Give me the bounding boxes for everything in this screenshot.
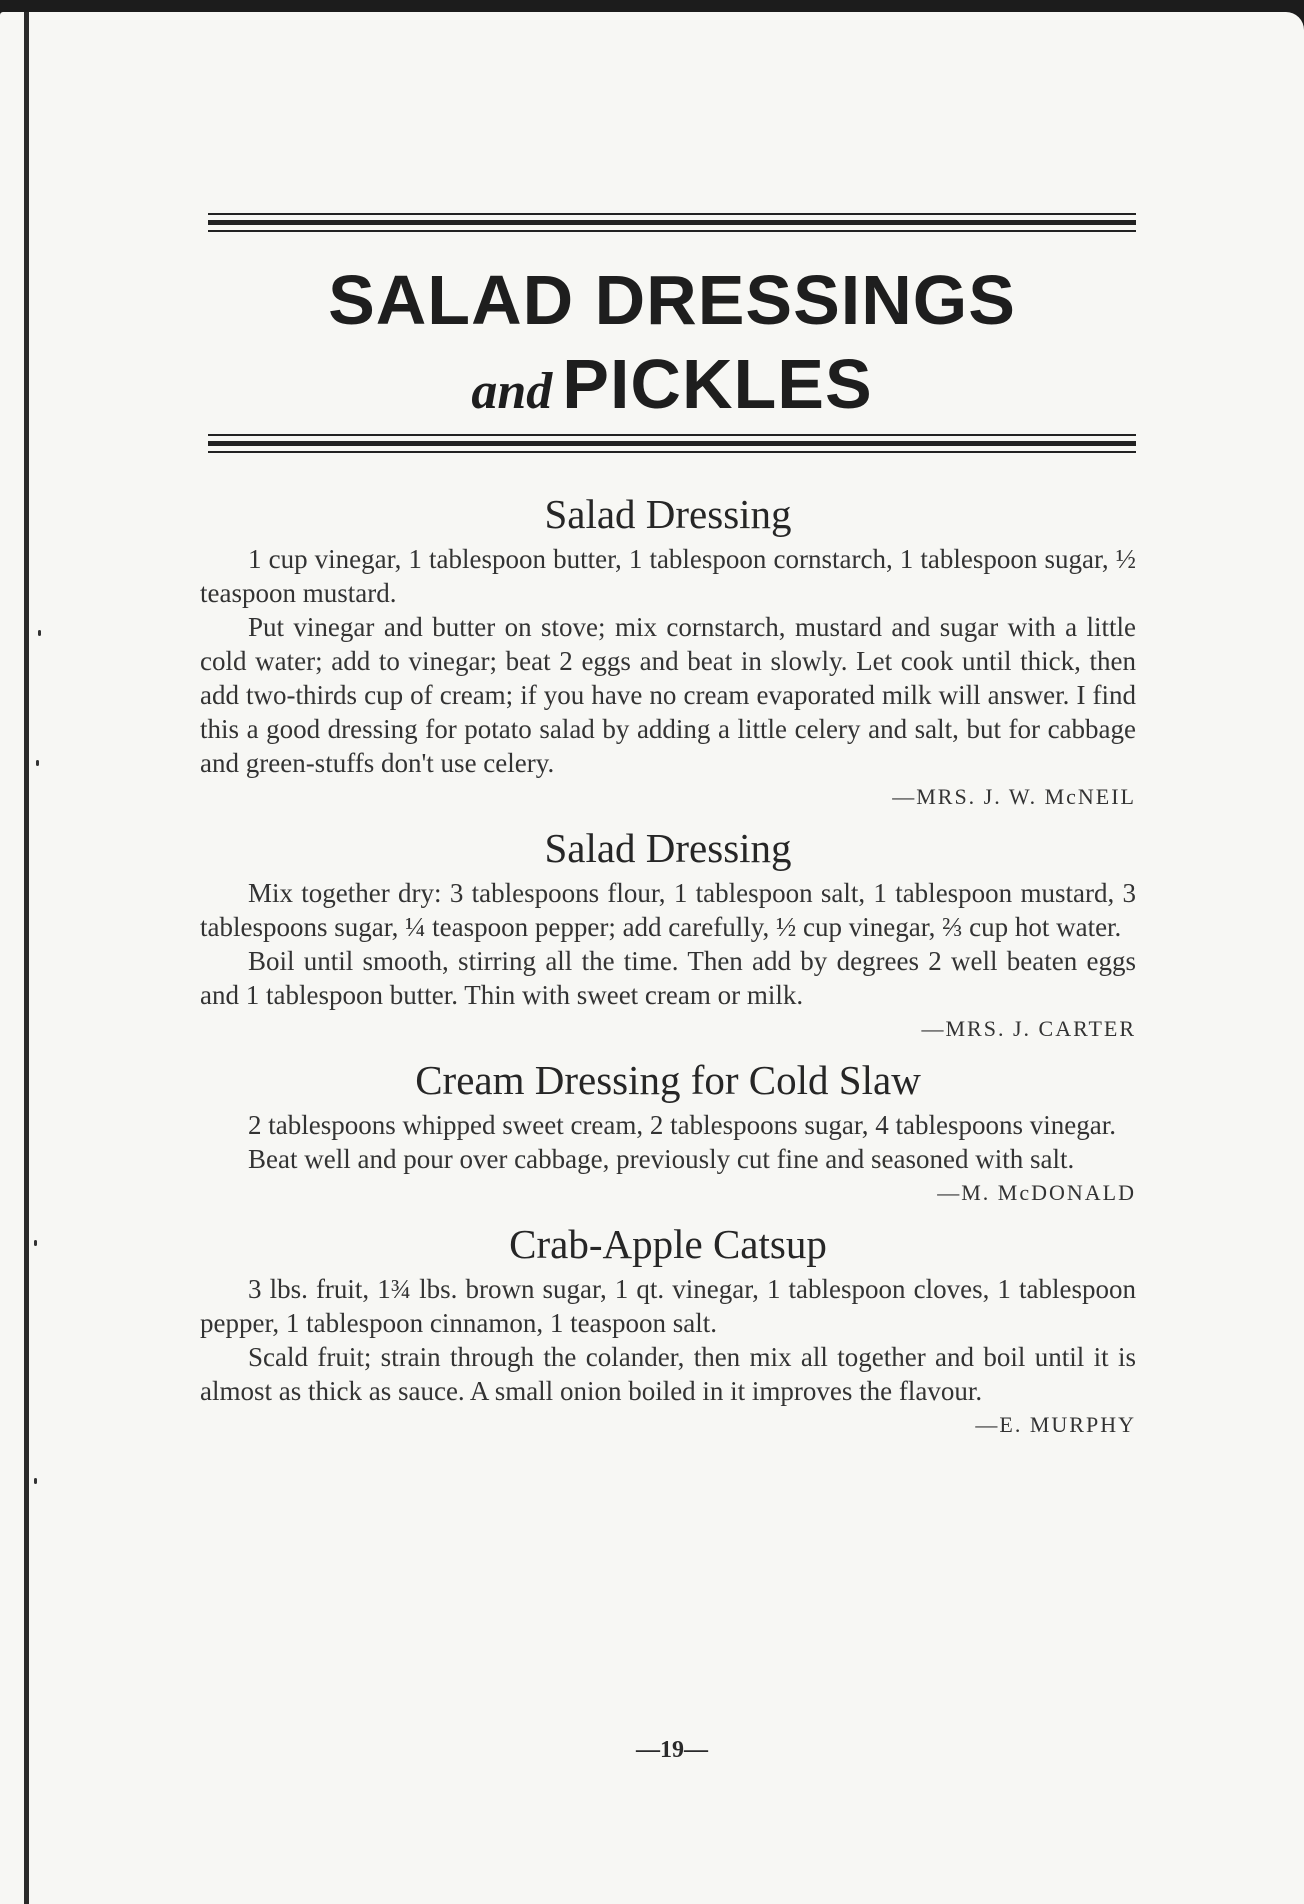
section-title-and: and — [471, 363, 553, 420]
recipe-title: Salad Dressing — [544, 491, 792, 537]
recipe-ingredients: Mix together dry: 3 tablespoons flour, 1 tablespoon salt, 1 tablespoon mustard, 3 tablespoons sugar, ¼ teaspoon pepper; add carefully, ½ cup vinegar, ⅔ cup hot water. — [200, 878, 1136, 942]
section-title-text: PICKLES — [562, 345, 873, 423]
recipe-method: Boil until smooth, stirring all the time. Then add by degrees 2 well beaten eggs and 1 tablespoon butter. Thin with sweet cream or milk. — [200, 946, 1136, 1010]
recipe-ingredients: 2 tablespoons whipped sweet cream, 2 tablespoons sugar, 4 tablespoons vinegar. — [248, 1110, 1116, 1140]
recipe-method: Scald fruit; strain through the colander, then mix all together and boil until it is almost as thick as sauce. A small onion boiled in it improves the flavour. — [200, 1342, 1136, 1406]
recipe-method: Put vinegar and butter on stove; mix cornstarch, mustard and sugar with a little cold water; add to vinegar; beat 2 eggs and beat in slowly. Let cook until thick, then add two-thirds cup of cream; if you have no cream evaporated milk will answer. I find this a good dressing for potato salad by adding a little celery and salt, but for cabbage and green-stuffs don't use celery. — [200, 612, 1136, 778]
recipe — [200, 490, 1136, 812]
section-title-line1 — [208, 258, 1136, 342]
recipe-author: —MRS. J. CARTER — [921, 1016, 1136, 1041]
recipes-list — [200, 490, 1136, 1452]
recipe-title: Crab-Apple Catsup — [509, 1221, 827, 1267]
bottom-rule — [208, 434, 1136, 453]
recipe-title: Cream Dressing for Cold Slaw — [415, 1057, 921, 1103]
section-title-line2 — [208, 342, 1136, 434]
recipe — [200, 1056, 1136, 1208]
recipe-ingredients: 1 cup vinegar, 1 tablespoon butter, 1 tablespoon cornstarch, 1 tablespoon sugar, ½ teaspoon mustard. — [200, 544, 1136, 608]
recipe — [200, 824, 1136, 1044]
recipe-ingredients: 3 lbs. fruit, 1¾ lbs. brown sugar, 1 qt. vinegar, 1 tablespoon cloves, 1 tablespoon pepper, 1 tablespoon cinnamon, 1 teaspoon salt. — [200, 1274, 1136, 1338]
top-rule — [208, 213, 1136, 232]
recipe-title: Salad Dressing — [544, 825, 792, 871]
page-speck — [36, 760, 39, 766]
recipe-author: —MRS. J. W. McNEIL — [892, 784, 1136, 809]
recipe-method: Beat well and pour over cabbage, previously cut fine and seasoned with salt. — [248, 1144, 1075, 1174]
page-speck — [34, 1240, 37, 1246]
recipe-author: —M. McDONALD — [937, 1180, 1136, 1205]
page-speck — [38, 630, 41, 636]
section-title-text: SALAD DRESSINGS — [328, 261, 1016, 339]
page-binding-edge — [24, 12, 29, 1904]
page-speck — [34, 1478, 37, 1484]
recipe-author: —E. MURPHY — [975, 1412, 1136, 1437]
page-number: —19— — [636, 1737, 708, 1763]
recipe — [200, 1220, 1136, 1440]
